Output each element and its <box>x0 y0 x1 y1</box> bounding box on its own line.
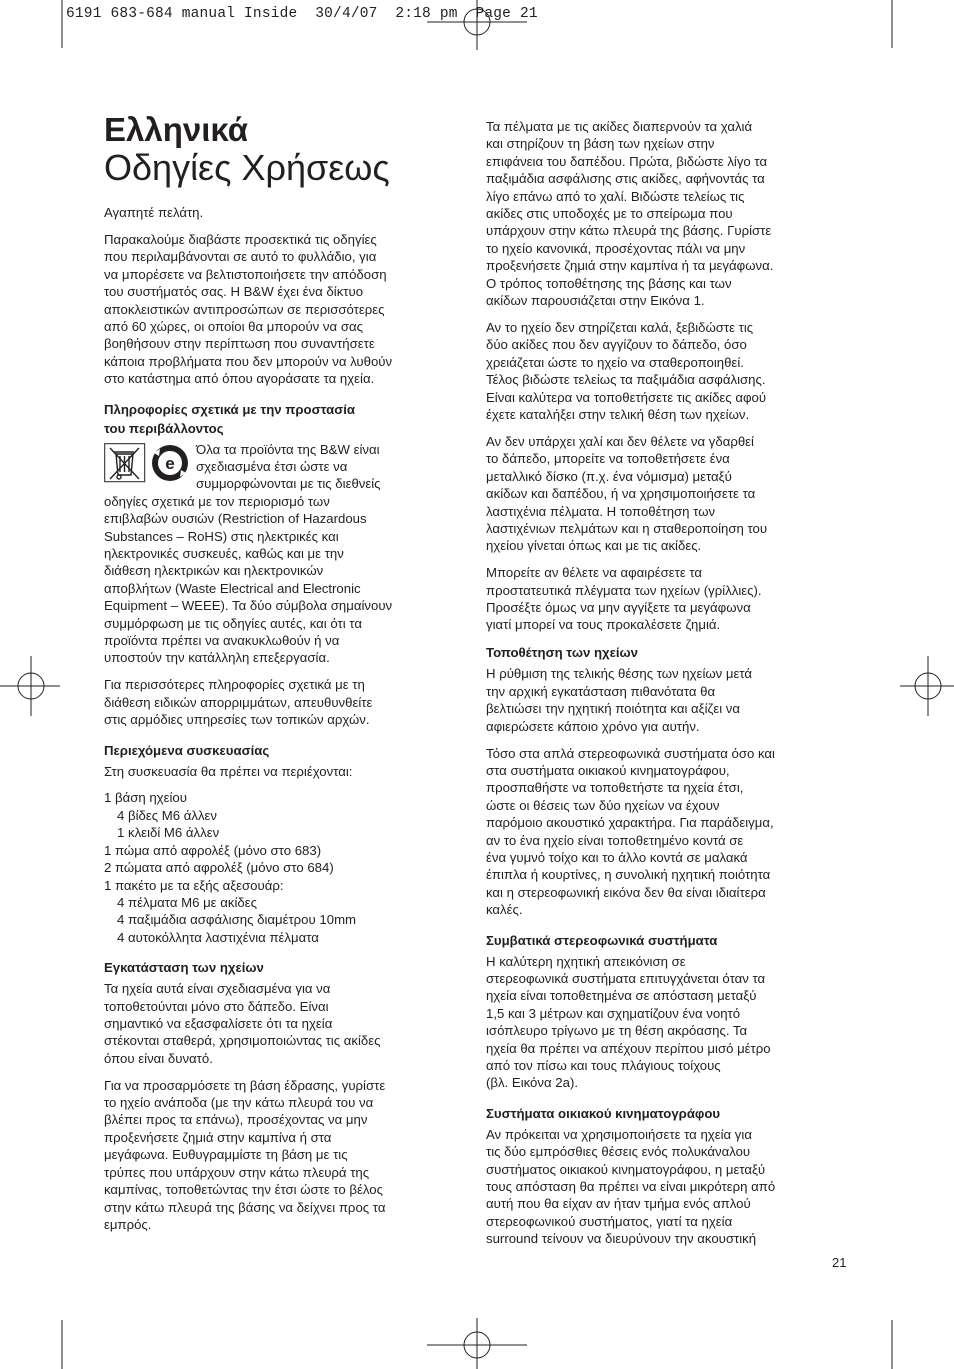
grille-paragraph: Μπορείτε αν θέλετε να αφαιρέσετε τα προστατευτικά πλέγματα των ηχείων (γρίλλιες). Προσέξτε όμως να μην αγγίξετε τα μεγάφωνα γιατί μπορεί να τους προκαλέσετε ζημιά. <box>486 565 762 633</box>
crossed-out-wheelie-bin-icon <box>105 443 145 481</box>
list-item: 1 πακέτο με τα εξής αξεσουάρ: <box>104 877 284 893</box>
list-item: 4 αυτοκόλλητα λαστιχένια πέλματα <box>117 929 319 945</box>
stereo-paragraph: Η καλύτερη ηχητική απεικόνιση σε στερεοφωνικά συστήματα επιτυγχάνεται όταν τα ηχεία είναι τοποθετημένα σε απόσταση μεταξύ 1,5 και 3 μέτρων και σχηματίζουν ένα νοητό ισόπλευρο τρίγωνο με τη θέση ακρόασης. Τα ηχεία θα πρέπει να απέχουν περίπου μισό μέτρο από τον πίσω και τους πλάγιους τοίχους (βλ. Εικόνα 2a). <box>486 953 771 1091</box>
left-column <box>104 204 466 1243</box>
list-item: 2 πώματα από αφρολέξ (μόνο στο 684) <box>104 860 334 876</box>
registration-mark-left <box>0 656 60 716</box>
environment-block <box>104 441 466 667</box>
list-item: 4 βίδες M6 άλλεν <box>117 807 218 823</box>
registration-mark-right <box>900 656 954 716</box>
rohs-recycle-e-icon <box>152 445 188 481</box>
stereo-heading: Συμβατικά στερεοφωνικά συστήματα <box>486 932 718 948</box>
stability-paragraph: Αν το ηχείο δεν στηρίζεται καλά, ξεβιδώστε τις δύο ακίδες που δεν αγγίζουν το δάπεδο, όσο χρειάζεται ώστε το ηχείο να σταθεροποιηθεί. Τέλος βιδώστε τελείως τα παξιμάδια ασφάλισης. Είναι καλύτερα να τοποθετήσετε τις ακίδες αφού έχετε καταλήξει στην τελική θέση των ηχείων. <box>486 319 767 422</box>
title-language: Ελληνικά <box>104 111 248 148</box>
installation-paragraph-2: Για να προσαρμόσετε τη βάση έδρασης, γυρίστε το ηχείο ανάποδα (με την κάτω πλευρά του να βλέπει προς τα επάνω), προσέχοντας να μην προξενήσετε ζημιά στην καμπίνα ή στα μεγάφωνα. Ευθυγραμμίστε τη βάση με τις τρύπες που υπάρχουν στην κάτω πλευρά της καμπίνας, τοποθετώντας την έτσι ώστε το βέλος στην κάτω πλευρά της βάσης να δείχνει προς τα εμπρός. <box>104 1077 386 1232</box>
list-item: 4 παξιμάδια ασφάλισης διαμέτρου 10mm <box>117 912 357 928</box>
list-item: 4 πέλματα M6 με ακίδες <box>117 894 257 910</box>
placement-paragraph-2: Τόσο στα απλά στερεοφωνικά συστήματα όσο και στα συστήματα οικιακού κινηματογράφου, προσπαθήστε να τοποθετήστε τα ηχεία έτσι, ώστε οι θέσεις των δύο ηχείων να έχουν παρόμοιο ακουστικό χαρακτήρα. Για παράδειγμα, αν το ένα ηχείο είναι τοποθετημένο κοντά σε ένα γυμνό τοίχο και το άλλο κοντά σε μαλακά έπιπλα ή κουρτίνες, η συνολική ηχητική ποιότητα και η στερεοφωνική εικόνα δεν θα είναι ιδιαίτερα καλές. <box>486 745 775 918</box>
environment-icons <box>104 443 192 483</box>
floor-protection-paragraph: Αν δεν υπάρχει χαλί και δεν θέλετε να γδαρθεί το δάπεδο, μπορείτε να τοποθετήσετε ένα μεταλλικό δίσκο (π.χ. ένα νόμισμα) μεταξύ ακίδων και δαπέδου, ή να χρησιμοποιήσετε τα λαστιχένια πέλματα. Η τοποθέτηση των λαστιχένιων πελμάτων και η σταθεροποίηση του ηχείου γίνεται όπως και με τις ακίδες. <box>486 433 768 554</box>
svg-text:e: e <box>165 453 175 473</box>
list-item: 1 πώμα από αφρολέξ (μόνο στο 683) <box>104 842 322 858</box>
disposal-paragraph: Για περισσότερες πληροφορίες σχετικά με τη διάθεση ειδικών απορριμμάτων, απευθυνθείτε στις αρμόδιες υπηρεσίες των τοπικών αρχών. <box>104 677 373 728</box>
list-item: 1 βάση ηχείου <box>104 790 187 806</box>
print-slug: 6191 683-684 manual Inside 30/4/07 2:18 pm Page 21 <box>66 6 538 22</box>
placement-heading: Τοποθέτηση των ηχείων <box>486 645 639 661</box>
page-title <box>104 112 504 188</box>
environment-heading: Πληροφορίες σχετικά με την προστασία του περιβάλλοντος <box>104 401 356 436</box>
spikes-paragraph: Τα πέλματα με τις ακίδες διαπερνούν τα χαλιά και στηρίζουν τη βάση των ηχείων στην επιφάνεια του δαπέδου. Πρώτα, βιδώστε λίγο τα παξιμάδια ασφάλισης στις ακίδες, αφήνοντάς τα λίγο επάνω από το χαλί. Βιδώστε τελείως τις ακίδες στις υποδοχές με το σπείρωμα που υπάρχουν στην κάτω πλευρά της βάσης. Γυρίστε το ηχείο κανονικά, προσέχοντας πάλι να μην προξενήσετε ζημιά στην καμπίνα ή τα μεγάφωνα. Ο τρόπος τοποθέτησης της βάσης και των ακίδων παρουσιάζεται στην Εικόνα 1. <box>486 119 774 309</box>
page-number: 21 <box>832 1255 847 1270</box>
packing-heading: Περιεχόμενα συσκευασίας <box>104 742 270 758</box>
packing-intro: Στη συσκευασία θα πρέπει να περιέχονται: <box>104 763 353 779</box>
packing-list <box>104 789 466 946</box>
registration-mark-top <box>427 0 527 50</box>
home-theatre-heading: Συστήματα οικιακού κινηματογράφου <box>486 1105 721 1121</box>
home-theatre-paragraph: Αν πρόκειται να χρησιμοποιήσετε τα ηχεία για τις δύο εμπρόσθιες θέσεις ενός πολυκάναλου συστήματος οικιακού κινηματογράφου, η μεταξύ τους απόσταση θα πρέπει να είναι μικρότερη από αυτή που θα είχαν αν ήταν τμήμα ενός απλού στερεοφωνικού συστήματος, γιατί τα ηχεία surround τείνουν να διευρύνουν την ακουστική <box>486 1126 776 1247</box>
list-item: 1 κλειδί M6 άλλεν <box>117 825 220 841</box>
right-column <box>486 118 848 1257</box>
registration-mark-bottom <box>427 1318 527 1369</box>
environment-paragraph: Όλα τα προϊόντα της B&W είναι σχεδιασμένα έτσι ώστε να συμμορφώνονται με τις διεθνείς οδηγίες σχετικά με τον περιορισμό των επιβλαβών ουσιών (Restriction of Hazardous Substances – RoHS) στις ηλεκτρικές και ηλεκτρονικές συσκευές, καθώς και με την διάθεση ηλεκτρικών και ηλεκτρονικών αποβλήτων (Waste Electrical and Electronic Equipment – WEEE). Τα δύο σύμβολα σημαίνουν συμμόρφωση με τις οδηγίες αυτές, και ότι τα προϊόντα πρέπει να ανακυκλωθούν ή να υποστούν την κατάλληλη επεξεργασία. <box>104 441 393 666</box>
installation-paragraph-1: Τα ηχεία αυτά είναι σχεδιασμένα για να τοποθετούνται μόνο στο δάπεδο. Είναι σημαντικό να εξασφαλίσετε ότι τα ηχεία στέκονται σταθερά, χρησιμοποιώντας τις ακίδες όπου είναι δυνατό. <box>104 981 381 1066</box>
intro-paragraph: Παρακαλούμε διαβάστε προσεκτικά τις οδηγίες που περιλαμβάνονται σε αυτό το φυλλάδιο, για να μπορέσετε να βελτιστοποιήσετε την απόδοση του συστήματός σας. Η B&W έχει ένα δίκτυο αποκλειστικών αντιπροσώπων σε περισσότερες από 60 χώρες, οι οποίοι θα μπορούν να σας βοηθήσουν στην περίπτωση που συναντήσετε κάποια προβλήματα που δεν μπορούν να λυθούν στο κατάστημα από όπου αγοράσατε τα ηχεία. <box>104 231 393 387</box>
placement-paragraph-1: Η ρύθμιση της τελικής θέσης των ηχείων μετά την αρχική εγκατάσταση πιθανότατα θα βελτιώσει την ηχητική ποιότητα και αξίζει να αφιερώσετε κάποιο χρόνο για αυτήν. <box>486 666 753 734</box>
installation-heading: Εγκατάσταση των ηχείων <box>104 960 264 976</box>
greeting: Αγαπητέ πελάτη. <box>104 205 204 220</box>
title-instructions: Οδηγίες Χρήσεως <box>104 147 390 188</box>
